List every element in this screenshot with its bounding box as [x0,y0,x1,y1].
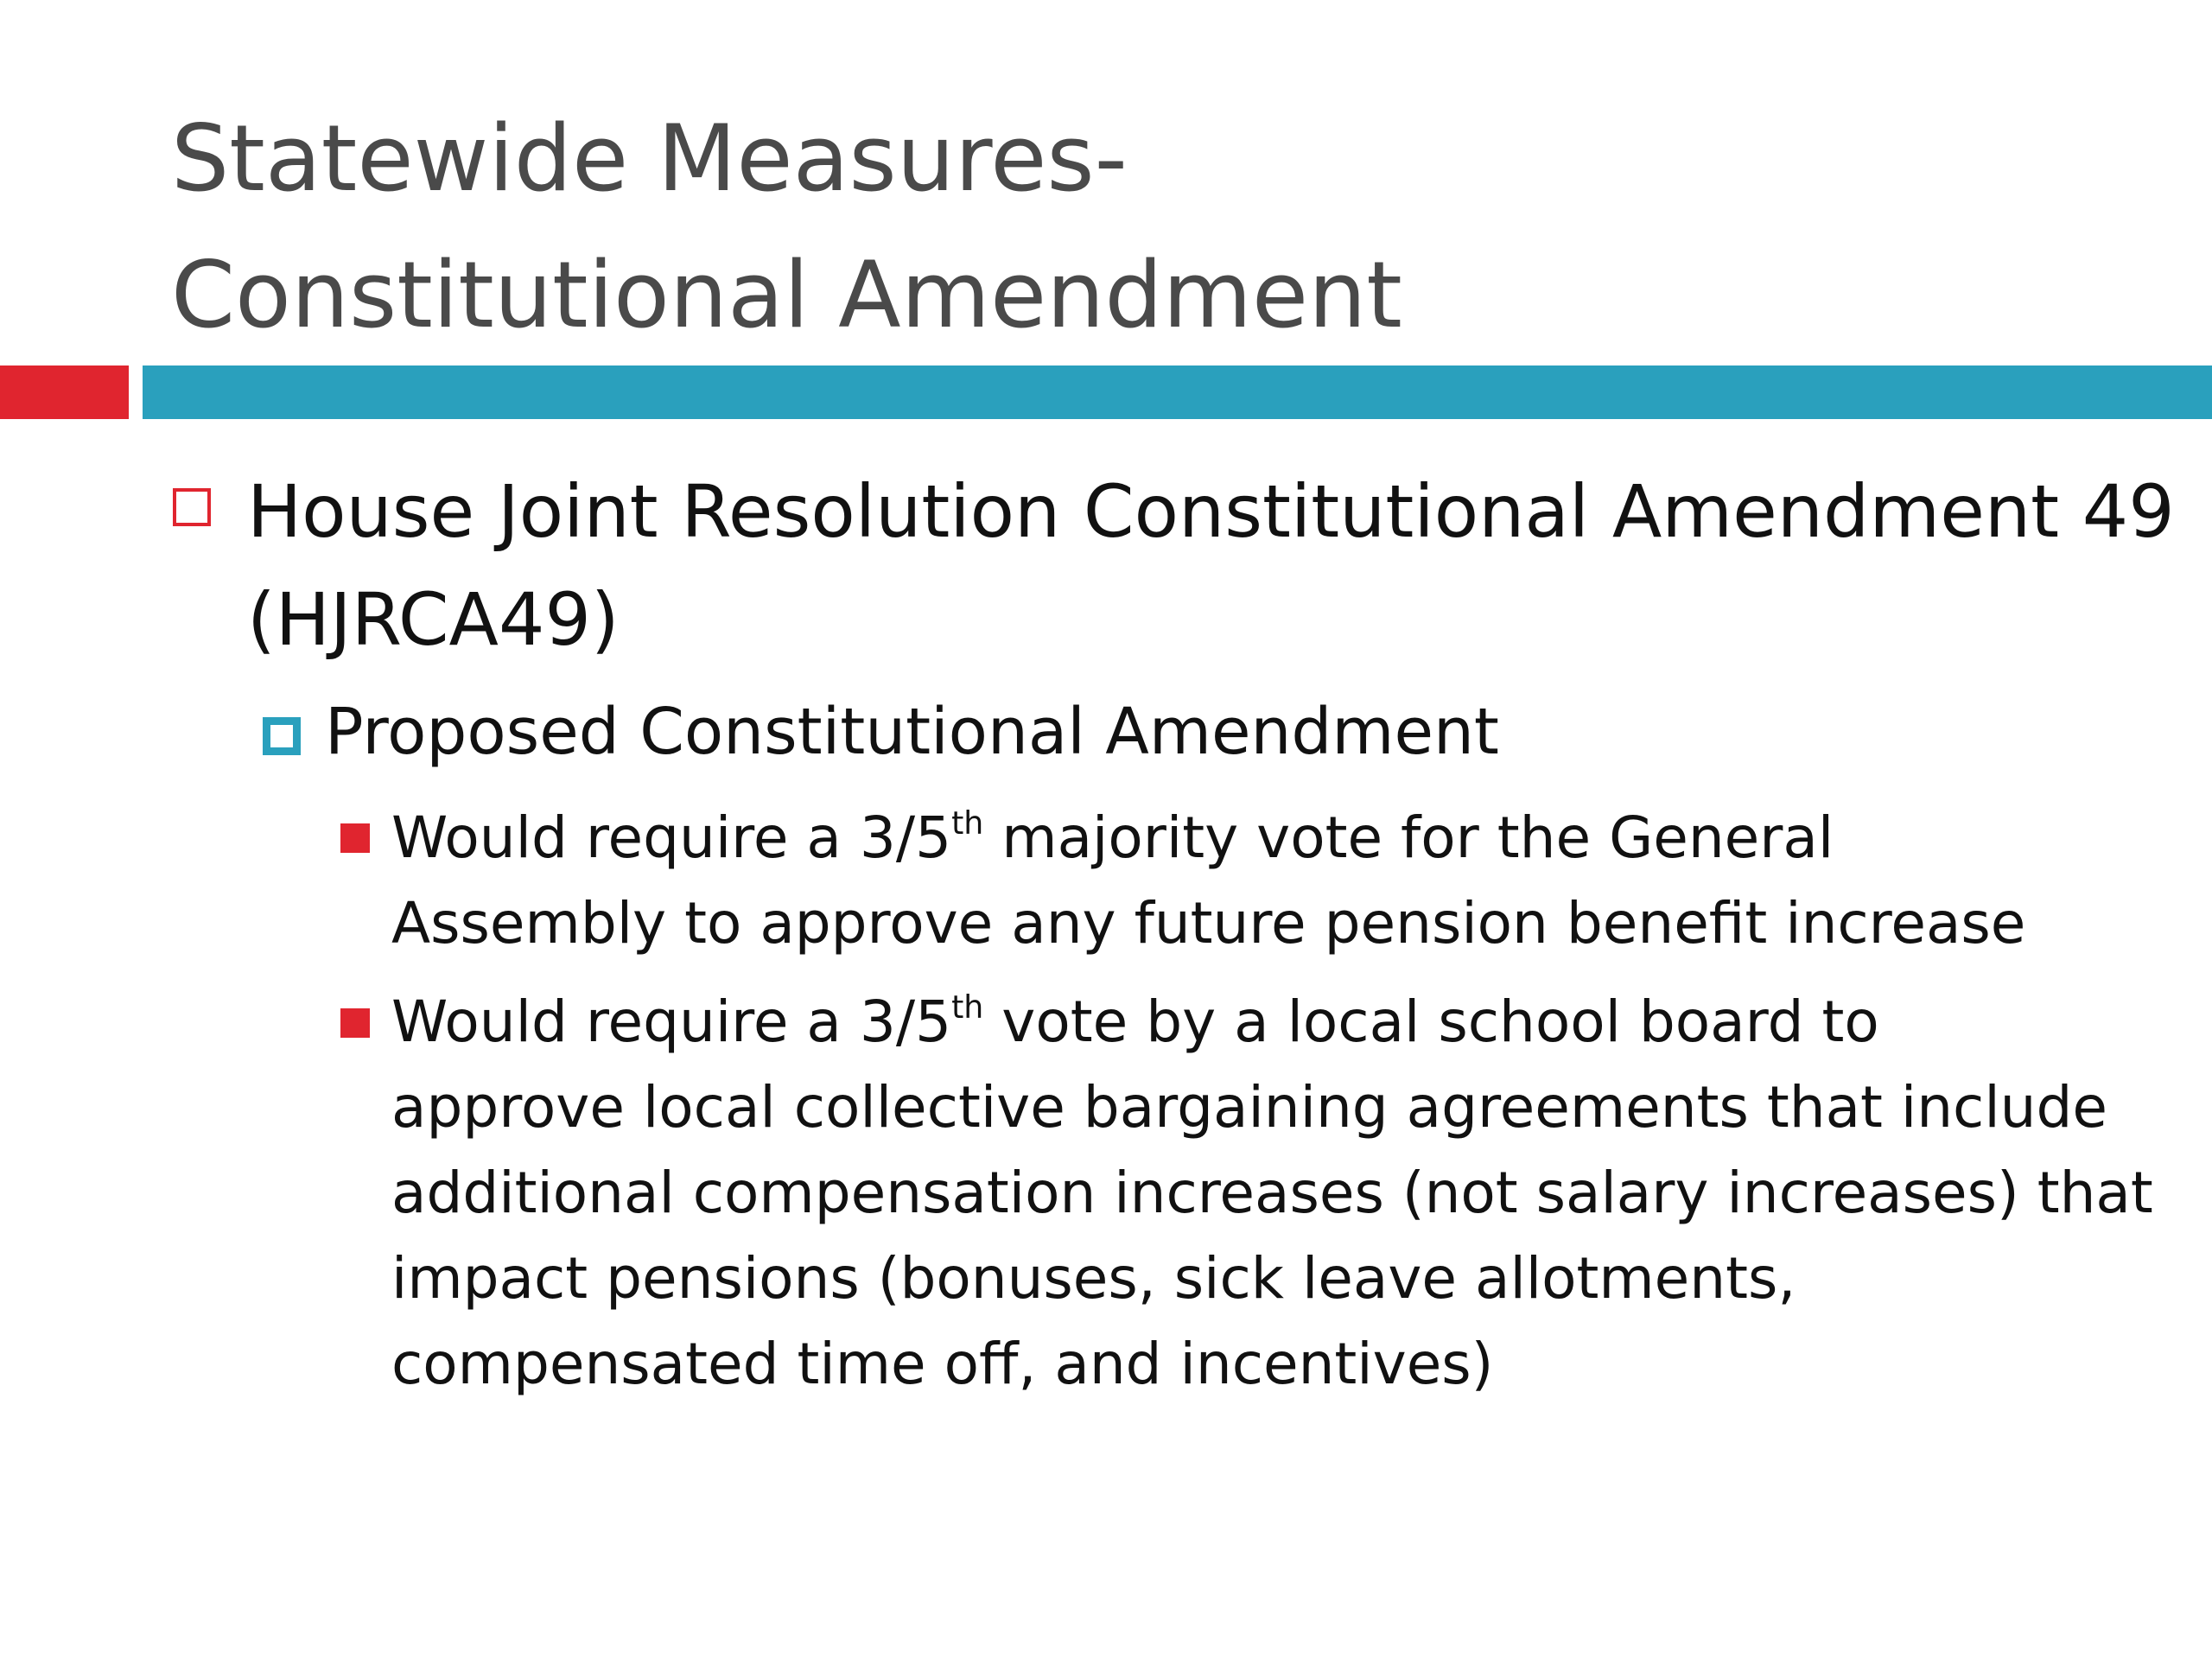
bullet-level-3-item-2-line-5: compensated time off, and incentives) [391,1331,1494,1397]
bullet-level-1-line-2: (HJRCA49) [247,577,620,662]
bullet-level-1-text [247,458,2175,674]
bullet-level-3-item-1-line-1 [391,795,2163,880]
bullet-level-3-item-2 [391,979,2163,1407]
bullet-text-fragment: majority vote for the General [983,804,1834,871]
bullet-level-3-item-1 [391,795,2163,966]
bullet-level-3-item-2-line-2: approve local collective bargaining agreements that include [391,1074,2107,1141]
ordinal-superscript: th [951,988,984,1026]
slide-title-line-2: Constitutional Amendment [171,242,1402,348]
bullet-level-3-item-2-line-3: additional compensation increases (not salary increases) that [391,1160,2153,1226]
bullet-text-fragment: vote by a local school board to [983,988,1879,1055]
bullet-level-2-text: Proposed Constitutional Amendment [325,695,1499,769]
hollow-square-icon [173,488,211,526]
bullet-text-fragment: Would require a 3/5 [391,988,952,1055]
bullet-level-3-item-2-line-4: impact pensions (bonuses, sick leave allotments, [391,1245,1796,1312]
bullet-level-1-line-1: House Joint Resolution Constitutional Amendment 49 [247,469,2175,554]
ordinal-superscript: th [951,804,984,842]
bullet-level-3-item-1-line-2: Assembly to approve any future pension benefit increase [391,890,2026,957]
red-square-icon [340,1008,370,1038]
red-square-icon [340,823,370,853]
bullet-level-3-item-2-line-1 [391,979,2163,1065]
teal-square-icon [263,717,301,755]
bullet-text-fragment: Would require a 3/5 [391,804,952,871]
slide-title-line-1: Statewide Measures- [171,105,1128,212]
